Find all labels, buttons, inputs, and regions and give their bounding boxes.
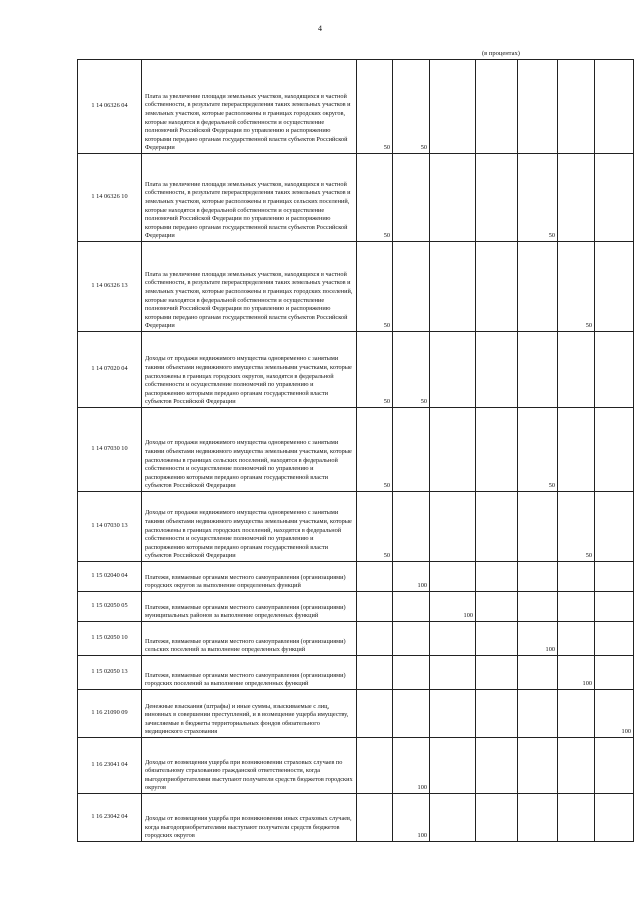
table-row [78, 690, 634, 738]
percent-cell [393, 492, 430, 562]
percent-cell [558, 690, 595, 738]
percent-cell [430, 738, 476, 794]
page-number: 4 [318, 24, 322, 33]
percent-cell [558, 622, 595, 656]
percent-cell: 50 [558, 492, 595, 562]
percent-cell [595, 592, 634, 622]
percent-cell [357, 622, 393, 656]
revenue-name-cell: Плата за увеличение площади земельных участков, находящихся в частной собственности, в результате перераспределения таких земельных участков и земельных участков, которые расположены в границах городских поселений, которые находятся в федеральной собственности и осуществление полномочий Российской Федерации по управлению и распоряжению которыми передано органам государственной власти субъектов Российской Федерации [142, 242, 357, 332]
percent-cell [430, 622, 476, 656]
percent-cell [518, 492, 558, 562]
percent-cell [558, 154, 595, 242]
table-row [78, 332, 634, 408]
percent-cell [558, 592, 595, 622]
percent-cell [518, 562, 558, 592]
percent-cell [518, 60, 558, 154]
revenue-code-cell: 1 15 02050 10 [78, 622, 142, 656]
percent-cell [430, 794, 476, 842]
percent-cell [430, 562, 476, 592]
revenue-name-cell: Доходы от продажи недвижимого имущества одновременно с занятыми такими объектами недвижимого имущества земельными участками, которые расположены в границах городских поселений, находятся в федеральной собственности и осуществление полномочий по управлению и распоряжению которыми передано органам государственной власти субъектов Российской Федерации [142, 492, 357, 562]
percent-cell [558, 332, 595, 408]
percent-cell [558, 60, 595, 154]
percent-cell [357, 738, 393, 794]
revenue-code-cell: 1 14 06326 13 [78, 242, 142, 332]
percent-cell [430, 492, 476, 562]
unit-note: (в процентах) [482, 50, 520, 57]
percent-cell [595, 60, 634, 154]
percent-cell [476, 242, 518, 332]
percent-cell [476, 656, 518, 690]
percent-cell [393, 592, 430, 622]
percent-cell [430, 656, 476, 690]
percent-cell [518, 242, 558, 332]
percent-cell [518, 656, 558, 690]
table-row [78, 592, 634, 622]
percent-cell: 50 [357, 154, 393, 242]
revenue-name-cell: Плата за увеличение площади земельных участков, находящихся в частной собственности, в результате перераспределения таких земельных участков и земельных участков, которые расположены в границах городских округов, которые находятся в федеральной собственности и осуществление полномочий Российской Федерации по управлению и распоряжению которыми передано органам государственной власти субъектов Российской Федерации [142, 60, 357, 154]
percent-cell [430, 60, 476, 154]
revenue-name-cell: Денежные взыскания (штрафы) и иные суммы, взыскиваемые с лиц, виновных в совершении преступлений, и в возмещение ущерба имуществу, зачисляемые в бюджеты территориальных фондов обязательного медицинского страхования [142, 690, 357, 738]
percent-cell [558, 794, 595, 842]
revenue-code-cell: 1 15 02040 04 [78, 562, 142, 592]
revenue-code-cell: 1 15 02050 05 [78, 592, 142, 622]
revenue-name-cell: Платежи, взимаемые органами местного самоуправления (организациями) муниципальных районов за выполнение определенных функций [142, 592, 357, 622]
percent-cell [518, 738, 558, 794]
revenue-code-cell: 1 16 21090 09 [78, 690, 142, 738]
percent-cell [476, 154, 518, 242]
percent-cell [357, 794, 393, 842]
percent-cell [476, 408, 518, 492]
revenue-code-cell: 1 15 02050 13 [78, 656, 142, 690]
percent-cell [430, 154, 476, 242]
table-row [78, 242, 634, 332]
percent-cell [393, 622, 430, 656]
percent-cell: 50 [393, 60, 430, 154]
revenue-code-cell: 1 14 07020 04 [78, 332, 142, 408]
percent-cell [518, 794, 558, 842]
percent-cell [430, 332, 476, 408]
percent-cell: 50 [357, 492, 393, 562]
percent-cell [518, 592, 558, 622]
percent-cell [595, 562, 634, 592]
table-row [78, 622, 634, 656]
table-row [78, 656, 634, 690]
percent-cell [595, 408, 634, 492]
percent-cell [393, 154, 430, 242]
percent-cell: 100 [518, 622, 558, 656]
revenue-name-cell: Платежи, взимаемые органами местного самоуправления (организациями) сельских поселений за выполнение определенных функций [142, 622, 357, 656]
percent-cell [558, 408, 595, 492]
percent-cell [595, 794, 634, 842]
percent-cell: 50 [558, 242, 595, 332]
percent-cell [558, 562, 595, 592]
percent-cell: 50 [518, 154, 558, 242]
percent-cell: 50 [357, 332, 393, 408]
revenue-code-cell: 1 14 06326 04 [78, 60, 142, 154]
percent-cell [476, 562, 518, 592]
percent-cell: 100 [393, 562, 430, 592]
percent-cell: 100 [393, 738, 430, 794]
table-row [78, 794, 634, 842]
percent-cell [357, 690, 393, 738]
percent-cell [595, 332, 634, 408]
percent-cell [476, 492, 518, 562]
revenue-code-cell: 1 16 23041 04 [78, 738, 142, 794]
percent-cell: 100 [393, 794, 430, 842]
revenue-name-cell: Доходы от продажи недвижимого имущества одновременно с занятыми такими объектами недвижимого имущества земельными участками, которые расположены в границах сельских поселений, находятся в федеральной собственности и осуществление полномочий по управлению и распоряжению которыми передано органам государственной власти субъектов Российской Федерации [142, 408, 357, 492]
percent-cell [595, 242, 634, 332]
percent-cell: 50 [357, 408, 393, 492]
percent-cell [595, 154, 634, 242]
revenue-code-cell: 1 16 23042 04 [78, 794, 142, 842]
percent-cell [393, 408, 430, 492]
table-row [78, 60, 634, 154]
percent-cell [393, 690, 430, 738]
table-row [78, 492, 634, 562]
percent-cell [476, 332, 518, 408]
percent-cell [357, 592, 393, 622]
percent-cell [518, 690, 558, 738]
percent-cell [595, 738, 634, 794]
percent-cell [595, 492, 634, 562]
percent-cell [357, 656, 393, 690]
revenue-name-cell: Доходы от возмещения ущерба при возникновении страховых случаев по обязательному страхованию гражданской ответственности, когда выгодоприобретателями выступают получатели средств бюджетов городских округов [142, 738, 357, 794]
percent-cell [393, 242, 430, 332]
percent-cell: 50 [357, 60, 393, 154]
revenue-name-cell: Доходы от возмещения ущерба при возникновении иных страховых случаев, когда выгодоприобретателями выступают получатели средств бюджетов городских округов [142, 794, 357, 842]
percent-cell [430, 690, 476, 738]
percent-cell [476, 60, 518, 154]
percent-cell [476, 794, 518, 842]
percent-cell [476, 622, 518, 656]
percent-cell: 50 [393, 332, 430, 408]
table-row [78, 408, 634, 492]
percent-cell: 50 [518, 408, 558, 492]
percent-cell [476, 690, 518, 738]
table-row [78, 154, 634, 242]
revenue-code-cell: 1 14 06326 10 [78, 154, 142, 242]
revenue-code-cell: 1 14 07030 10 [78, 408, 142, 492]
revenue-distribution-table [77, 59, 634, 842]
percent-cell: 50 [357, 242, 393, 332]
percent-cell [595, 656, 634, 690]
percent-cell [357, 562, 393, 592]
percent-cell [476, 738, 518, 794]
percent-cell [430, 408, 476, 492]
revenue-name-cell: Платежи, взимаемые органами местного самоуправления (организациями) городских поселений за выполнение определенных функций [142, 656, 357, 690]
percent-cell [476, 592, 518, 622]
table-row [78, 562, 634, 592]
table-row [78, 738, 634, 794]
revenue-name-cell: Доходы от продажи недвижимого имущества одновременно с занятыми такими объектами недвижимого имущества земельными участками, которые расположены в границах городских округов, находятся в федеральной собственности и осуществление полномочий по управлению и распоряжению которыми передано органам государственной власти субъектов Российской Федерации [142, 332, 357, 408]
revenue-name-cell: Плата за увеличение площади земельных участков, находящихся в частной собственности, в результате перераспределения таких земельных участков и земельных участков, которые расположены в границах сельских поселений, которые находятся в федеральной собственности и осуществление полномочий Российской Федерации по управлению и распоряжению которыми передано органам государственной власти субъектов Российской Федерации [142, 154, 357, 242]
revenue-code-cell: 1 14 07030 13 [78, 492, 142, 562]
percent-cell [430, 242, 476, 332]
revenue-name-cell: Платежи, взимаемые органами местного самоуправления (организациями) городских округов за выполнение определенных функций [142, 562, 357, 592]
percent-cell: 100 [430, 592, 476, 622]
percent-cell: 100 [595, 690, 634, 738]
percent-cell [518, 332, 558, 408]
percent-cell: 100 [558, 656, 595, 690]
table-body [78, 60, 634, 842]
percent-cell [595, 622, 634, 656]
percent-cell [558, 738, 595, 794]
percent-cell [393, 656, 430, 690]
